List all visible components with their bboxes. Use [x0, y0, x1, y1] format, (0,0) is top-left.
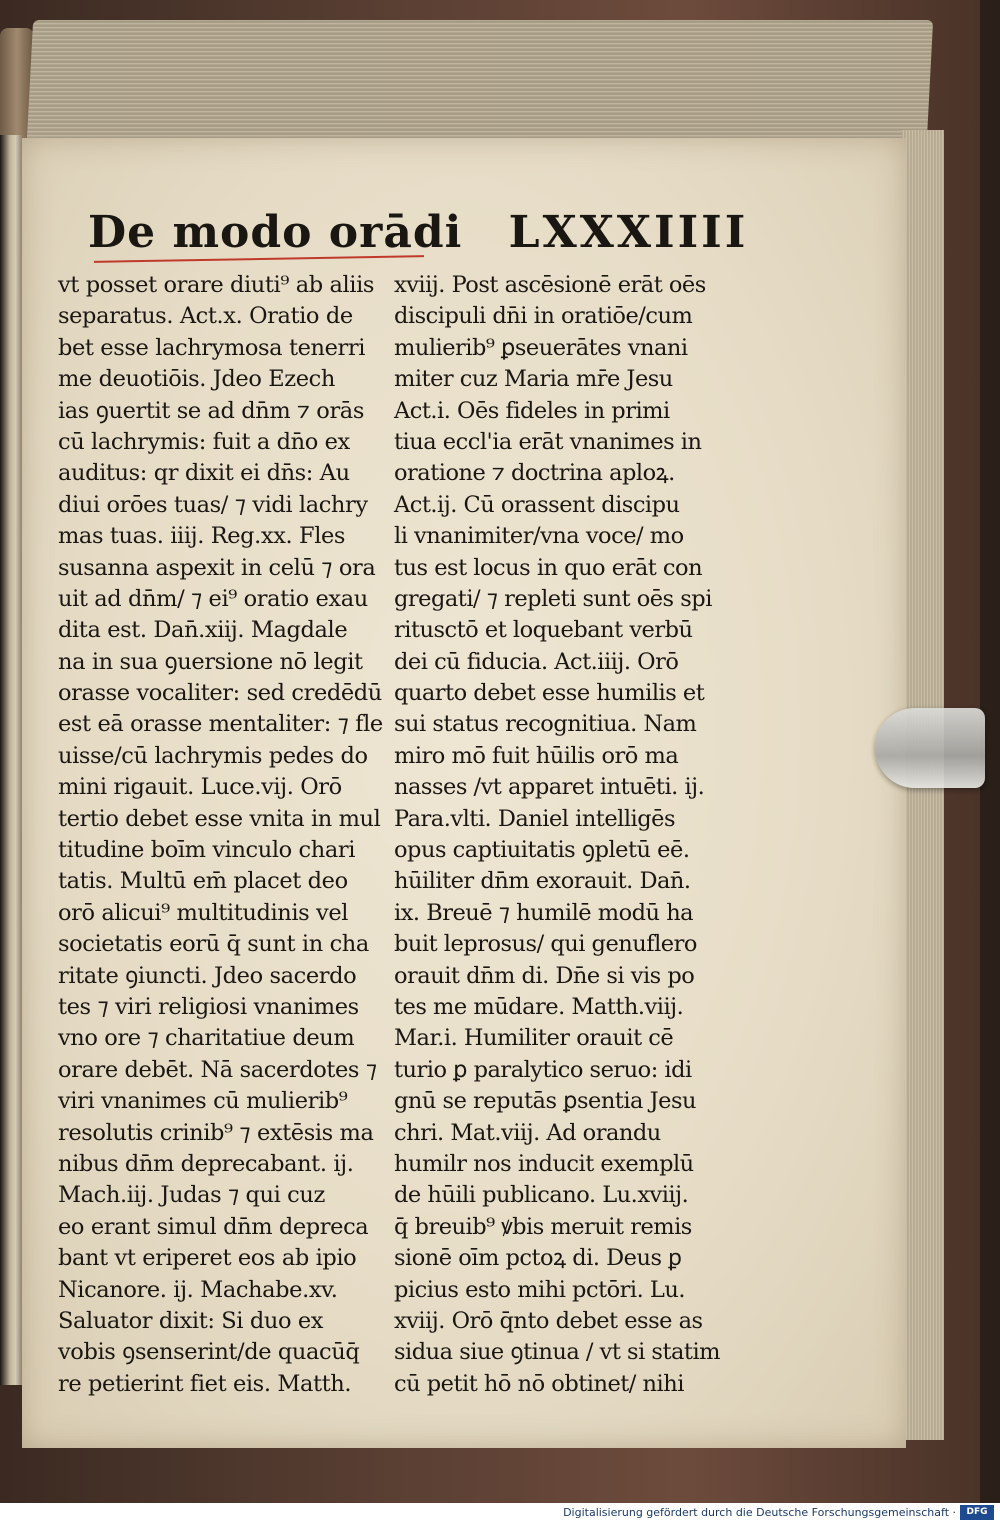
text-columns — [58, 270, 721, 1400]
page-stack-top — [27, 20, 933, 140]
text-line: tiua eccl'ia erāt vnanimes in — [394, 428, 702, 455]
text-line: uit ad dn̄m/ ⁊ ei⁹ oratio exau — [58, 585, 368, 612]
text-line: mini rigauit. Luce.vij. Orō — [58, 774, 342, 801]
text-line: est eā orasse mentaliter: ⁊ fle — [58, 711, 383, 738]
text-line: buit leprosus/ qui genuflero — [394, 931, 697, 958]
text-line: picius esto mihi pctōri. Lu. — [394, 1276, 685, 1303]
text-line: sionē oīm pctoꝝ di. Deus ꝑ — [394, 1245, 682, 1272]
text-line: dita est. Dan̄.xiij. Magdale — [58, 617, 348, 644]
text-line: xviij. Post ascēsionē erāt oēs — [394, 272, 706, 298]
text-line: Mar.i. Humiliter orauit cē — [394, 1025, 674, 1052]
text-line: vno ore ⁊ charitatiue deum — [58, 1025, 355, 1052]
text-line: sui status recognitiua. Nam — [394, 711, 697, 738]
text-line: ix. Breuē ⁊ humilē modū ha — [394, 899, 694, 926]
text-line: humilr nos inducit exemplū — [394, 1150, 694, 1177]
text-line: q̄ breuib⁹ ꝟbis meruit remis — [394, 1213, 692, 1240]
text-line: separatus. Act.x. Oratio de — [58, 303, 353, 330]
text-line: turio ꝑ paralytico seruo: idi — [394, 1056, 692, 1083]
text-line: resolutis crinib⁹ ⁊ extēsis ma — [58, 1119, 374, 1146]
text-line: gnū se reputās ꝑsentia Jesu — [394, 1088, 696, 1115]
text-line: vt posset orare diuti⁹ ab aliis — [58, 272, 375, 298]
folio-number: LXXXIIII — [508, 207, 749, 258]
text-line: bant vt eriperet eos ab ipio — [58, 1245, 357, 1272]
text-line: sidua siue ꝯtinua / vt si statim — [394, 1339, 721, 1366]
text-line: na in sua ꝯuersione nō legit — [58, 648, 363, 675]
text-line: societatis eorū q̄ sunt in cha — [58, 931, 369, 958]
left-column — [58, 270, 383, 1400]
text-line: ias ꝯuertit se ad dn̄m ⁊ orās — [58, 397, 364, 424]
running-head-title: De modo orādi — [88, 207, 463, 258]
text-line: orō alicui⁹ multitudinis vel — [58, 899, 349, 926]
text-line: Nicanore. ij. Machabe.xv. — [58, 1276, 338, 1303]
text-line: xviij. Orō q̄nto debet esse as — [394, 1307, 703, 1334]
text-line: orauit dn̄m di. Dn̄e si vis po — [394, 962, 695, 989]
text-line: viri vnanimes cū mulierib⁹ — [58, 1088, 348, 1115]
text-line: tes me mūdare. Matth.viij. — [394, 993, 684, 1020]
text-line: dei cū fiducia. Act.iiij. Orō — [394, 648, 679, 675]
text-line: mas tuas. iiij. Reg.xx. Fles — [58, 523, 346, 550]
dfg-logo: DFG — [960, 1505, 994, 1520]
text-line: me deuotiōis. Jdeo Ezech — [58, 366, 335, 393]
text-line: tes ⁊ viri religiosi vnanimes — [58, 993, 359, 1020]
text-line: titudine boīm vinculo chari — [58, 837, 356, 864]
text-line: orasse vocaliter: sed credēdū — [58, 680, 382, 707]
text-line: quarto debet esse humilis et — [394, 680, 705, 707]
text-line: nibus dn̄m deprecabant. ij. — [58, 1150, 354, 1177]
text-line: miter cuz Maria mr̄e Jesu — [394, 366, 673, 393]
text-line: vobis ꝯsenserint/de quacūq̄ — [58, 1339, 360, 1366]
text-line: tertio debet esse vnita in mul — [58, 805, 381, 832]
footer-credit: Digitalisierung gefördert durch die Deutsche Forschungsgemeinschaft · — [563, 1506, 956, 1519]
text-line: opus captiuitatis ꝯpletū eē. — [394, 837, 690, 864]
text-line: uisse/cū lachrymis pedes do — [58, 742, 368, 769]
text-line: gregati/ ⁊ repleti sunt oēs spi — [394, 585, 712, 612]
text-line: Act.ij. Cū orassent discipu — [394, 491, 680, 518]
text-line: susanna aspexit in celū ⁊ ora — [58, 554, 376, 581]
text-line: cū petit hō nō obtinet/ nihi — [394, 1370, 684, 1397]
running-head — [58, 200, 749, 266]
text-line: cū lachrymis: fuit a dn̄o ex — [58, 428, 350, 455]
text-line: ritate ꝯiuncti. Jdeo sacerdo — [58, 962, 357, 989]
text-line: oratione ⁊ doctrina aploꝝ. — [394, 460, 675, 487]
text-line: eo erant simul dn̄m depreca — [58, 1213, 369, 1240]
text-line: nasses /vt apparet intuēti. ij. — [394, 774, 705, 801]
left-page-edge — [0, 135, 22, 1385]
text-line: Act.i. Oēs fideles in primi — [394, 397, 670, 424]
right-column — [394, 270, 721, 1400]
text-line: li vnanimiter/vna voce/ mo — [394, 523, 684, 550]
text-line: bet esse lachrymosa tenerri — [58, 334, 366, 361]
text-line: Mach.iij. Judas ⁊ qui cuz — [58, 1182, 325, 1209]
text-line: discipuli dn̄i in oratiōe/cum — [394, 303, 693, 330]
text-line: Saluator dixit: Si duo ex — [58, 1307, 324, 1334]
page-text — [58, 200, 749, 1400]
page-clip — [875, 708, 985, 788]
text-line: de hūili publicano. Lu.xviij. — [394, 1182, 689, 1209]
text-line: re petierint fiet eis. Matth. — [58, 1370, 352, 1397]
footer-bar — [0, 1503, 1000, 1523]
text-line: ritusctō et loquebant verbū — [394, 617, 693, 644]
text-line: Para.vlti. Daniel intelligēs — [394, 805, 676, 832]
text-line: mulierib⁹ ꝑseuerātes vnani — [394, 334, 688, 361]
text-line: tatis. Multū em̄ placet deo — [58, 868, 348, 895]
text-line: chri. Mat.viij. Ad orandu — [394, 1119, 661, 1146]
text-line: diui orōes tuas/ ⁊ vidi lachry — [58, 491, 368, 518]
text-line: orare debēt. Nā sacerdotes ⁊ — [58, 1056, 377, 1083]
text-line: tus est locus in quo erāt con — [394, 554, 703, 581]
text-line: auditus: qr dixit ei dn̄s: Au — [58, 460, 350, 487]
text-line: miro mō fuit hūilis orō ma — [394, 742, 679, 769]
text-line: hūiliter dn̄m exorauit. Dan̄. — [394, 868, 691, 895]
